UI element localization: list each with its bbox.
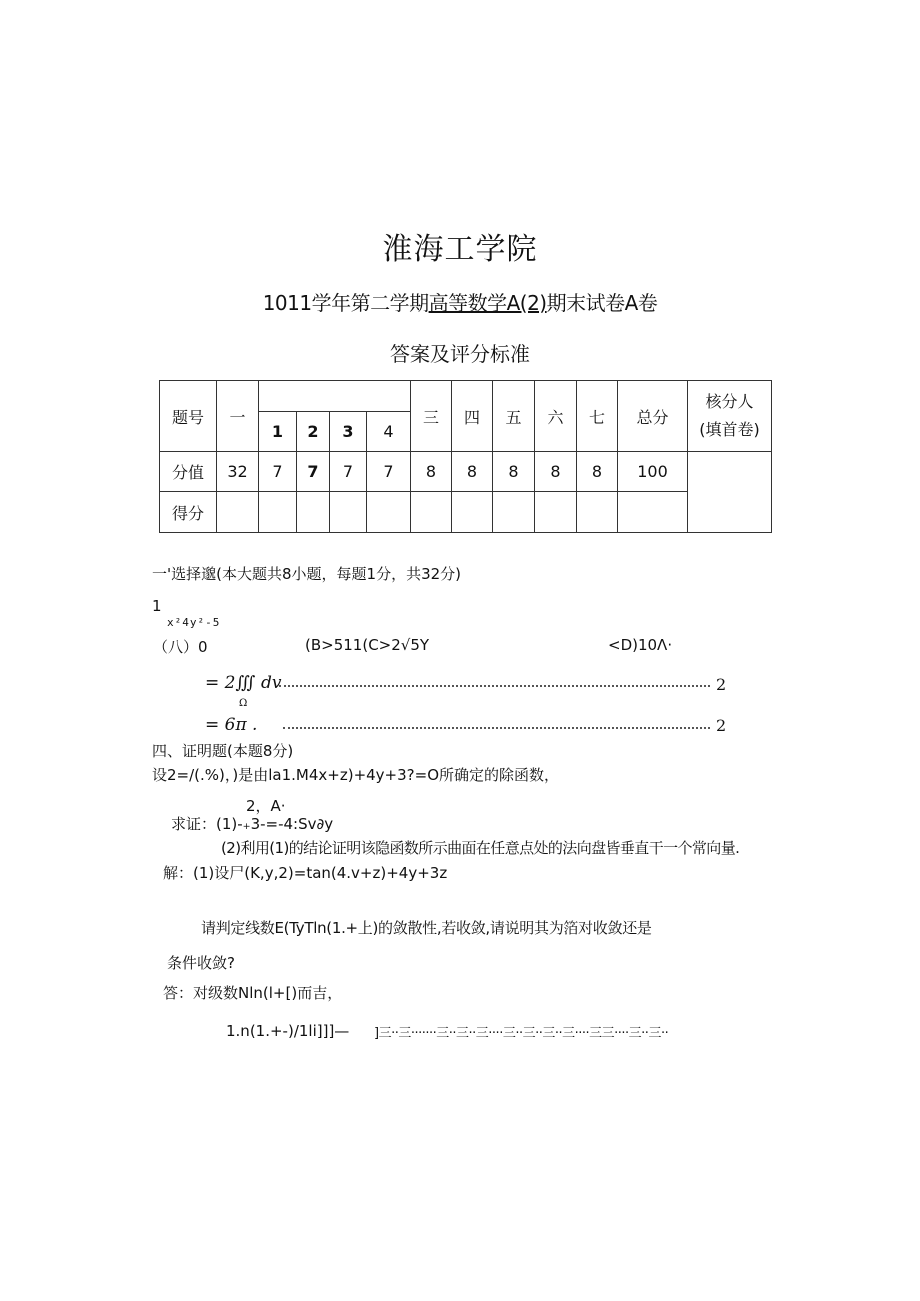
math-result-line: = 6π . [205,715,258,735]
math-score-1: 2 [716,675,727,694]
header-q2-sub2: 2 [297,412,330,452]
math-score-2: 2 [716,716,727,735]
exam-title [0,287,920,316]
score-total[interactable] [618,492,688,533]
header-q5: 五 [493,381,535,452]
header-q2-sub4: 4 [367,412,411,452]
score-q2-4[interactable] [367,492,411,533]
header-q2-sub3: 3 [330,412,367,452]
header-q2-sub1: 1 [259,412,297,452]
score-q7[interactable] [577,492,618,533]
header-total: 总分 [618,381,688,452]
section5-formula-left: 1.n(1.+-)/1li]]]— [226,1022,350,1040]
option-d: <D)10Λ· [608,636,673,654]
section5-formula-right: ]三··三·······三··三··三····三··三··三··三····三三····三··三·· [374,1026,669,1041]
points-q2-3: 7 [330,452,367,492]
question-number: 1 [152,597,162,615]
points-q1: 32 [217,452,259,492]
score-q6[interactable] [535,492,577,533]
dotted-leader [279,685,710,687]
points-q2-2: 7 [297,452,330,492]
answer-key-title: 答案及评分标准 [390,342,530,366]
section1-heading: 一'选择邈(本大题共8小题，每题1分，共32分) [152,565,462,583]
points-label: 分值 [160,452,217,492]
option-b-c: (B>511(C>2√5Υ [305,636,430,654]
math-integral-line: = 2∭ dv [205,673,282,693]
points-total: 100 [618,452,688,492]
exam-title-prefix: 1011学年第二学期 [262,291,429,315]
header-checker-line2: (填首卷) [699,420,760,439]
header-q2-group [259,381,411,412]
section4-setup: 设2=/(.%)，)是由la1.M4x+z)+4y+3?=O所确定的除函数， [152,766,560,784]
score-table [159,380,772,533]
math-omega: Ω [239,698,248,709]
dotted-leader [283,727,710,729]
score-q2-1[interactable] [259,492,297,533]
section4-fraction-top: 2，A· [246,797,286,815]
section4-heading: 四、证明题(本题8分) [152,742,294,760]
points-q3: 8 [411,452,452,492]
header-checker [688,381,772,452]
section4-solution: 解：(1)设尸(K,y,2)=tan(4.v+z)+4y+3z [163,864,448,882]
score-q2-3[interactable] [330,492,367,533]
points-q6: 8 [535,452,577,492]
header-q7: 七 [577,381,618,452]
section5-question: 请判定线数E(TyTln(1.+上)的敛散性,若收敛,请说明其为箔对收敛还是 [201,919,652,937]
score-q5[interactable] [493,492,535,533]
checker-cell[interactable] [688,452,772,533]
section4-prove1: 求证：(1)-₊3-=-4:Sv∂y [171,815,334,833]
points-q7: 8 [577,452,618,492]
section5-question-cont: 条件收敛? [167,954,235,972]
score-q3[interactable] [411,492,452,533]
header-question-label: 题号 [160,381,217,452]
points-q2-4: 7 [367,452,411,492]
points-q5: 8 [493,452,535,492]
points-q2-1: 7 [259,452,297,492]
points-q4: 8 [452,452,493,492]
score-q1[interactable] [217,492,259,533]
header-checker-line1: 核分人 [705,392,754,411]
header-q1: 一 [217,381,259,452]
header-q4: 四 [452,381,493,452]
score-label: 得分 [160,492,217,533]
exam-title-course: 高等数学A(2) [428,291,547,315]
header-q6: 六 [535,381,577,452]
header-q3: 三 [411,381,452,452]
section5-answer: 答：对级数Nln(l+[)而吉， [163,984,343,1002]
section4-prove2: (2)利用(1)的结论证明该隐函数所示曲面在任意点处的法向盘皆垂直干一个常向量. [221,839,740,857]
option-a: （八）0 [153,638,208,656]
score-q4[interactable] [452,492,493,533]
question-formula: x²4y²-5 [167,616,221,629]
score-q2-2[interactable] [297,492,330,533]
exam-title-suffix: 期末试卷A卷 [546,291,658,315]
school-name: 淮海工学院 [382,232,538,267]
